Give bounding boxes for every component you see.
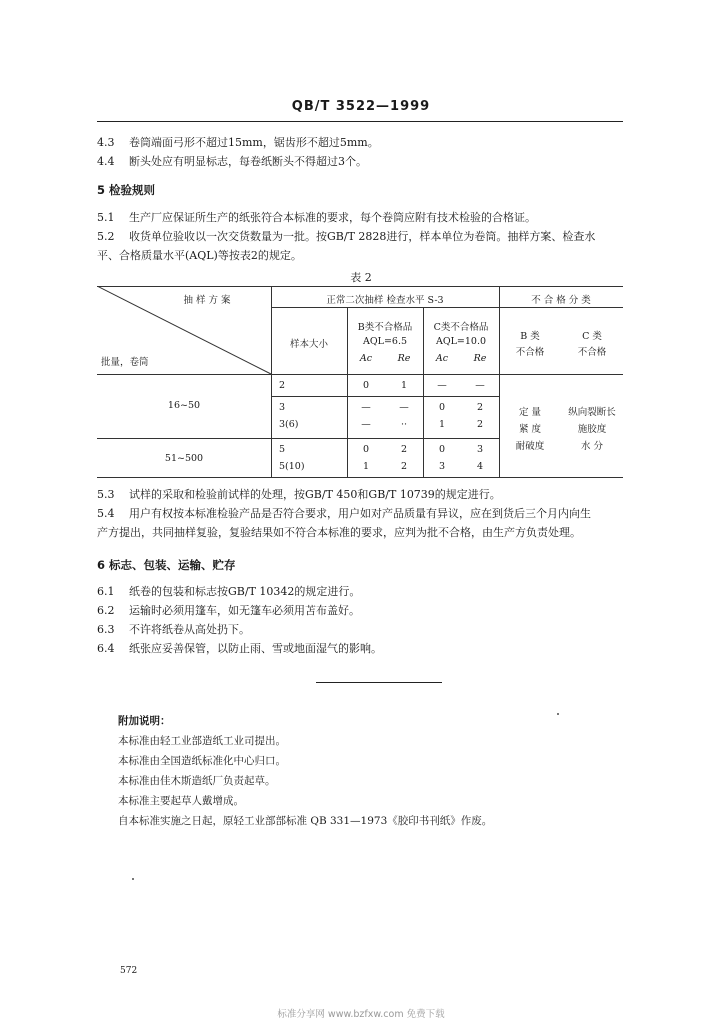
table-cell: ·· bbox=[400, 419, 408, 430]
clause-6-3 bbox=[97, 623, 250, 637]
header-rule bbox=[97, 121, 623, 122]
table-cell: 1 bbox=[400, 380, 408, 391]
sampling-scheme-header: 正常二次抽样 检查水平 S-3 bbox=[326, 295, 444, 306]
table-cell: — bbox=[437, 380, 447, 391]
clause-number: 5.1 bbox=[97, 211, 115, 224]
table-cell: — bbox=[361, 419, 371, 430]
table-rule bbox=[271, 396, 499, 397]
b-item: 紧 度 bbox=[518, 424, 542, 435]
clause-text: 用户有权按本标准检验产品是否符合要求，用户如对产品质量有异议，应在到货后三个月内向生 bbox=[129, 507, 591, 520]
lot-size-2: 51~500 bbox=[164, 453, 204, 464]
table-rule bbox=[97, 438, 499, 439]
clause-text: 纸张应妥善保管，以防止雨、雪或地面湿气的影响。 bbox=[129, 642, 382, 655]
table-cell: 2 bbox=[476, 419, 484, 430]
sampling-table bbox=[97, 286, 623, 478]
clause-5-2-cont: 平、合格质量水平(AQL)等按表2的规定。 bbox=[97, 249, 302, 262]
clause-number: 4.3 bbox=[97, 136, 115, 149]
clause-text: 试样的采取和检验前试样的处理，按GB/T 450和GB/T 10739的规定进行。 bbox=[129, 488, 501, 501]
clause-6-1 bbox=[97, 585, 360, 599]
table-cell: 1 bbox=[362, 461, 370, 472]
table-cell: — bbox=[361, 402, 371, 413]
note-line: 自本标准实施之日起，原轻工业部部标准 QB 331—1973《胶印书刊纸》作废。 bbox=[118, 815, 493, 827]
c-class-header: C类不合格品 bbox=[433, 322, 489, 333]
c-item: 水 分 bbox=[580, 441, 604, 452]
scan-speck bbox=[132, 878, 134, 880]
nonconformity-header: 不 合 格 分 类 bbox=[531, 295, 591, 306]
clause-number: 6.3 bbox=[97, 623, 115, 636]
clause-number: 5.2 bbox=[97, 230, 115, 243]
clause-text: 运输时必须用篷车，如无篷车必须用苫布盖好。 bbox=[129, 604, 360, 617]
clause-number: 5.4 bbox=[97, 507, 115, 520]
clause-5-3 bbox=[97, 488, 501, 502]
clause-text: 收货单位验收以一次交货数量为一批。按GB/T 2828进行，样本单位为卷筒。抽样方案、检查水 bbox=[129, 230, 596, 243]
b-re-header: Re bbox=[397, 353, 411, 364]
page-number: 572 bbox=[120, 966, 138, 976]
note-line: 本标准由全国造纸标准化中心归口。 bbox=[118, 755, 286, 767]
table-cell: 3 bbox=[438, 461, 446, 472]
table-cell: 2 bbox=[400, 444, 408, 455]
table-cell: 0 bbox=[362, 444, 370, 455]
table-cell: 2 bbox=[476, 402, 484, 413]
clause-number: 6.2 bbox=[97, 604, 115, 617]
clause-text: 不许将纸卷从高处扔下。 bbox=[129, 623, 250, 636]
end-rule bbox=[316, 682, 442, 683]
clause-number: 5.3 bbox=[97, 488, 115, 501]
table-cell: — bbox=[399, 402, 409, 413]
clause-5-1 bbox=[97, 211, 536, 225]
table-rule bbox=[271, 307, 623, 308]
c-nonconf-header-2: 不合格 bbox=[577, 347, 607, 358]
table-cell: 4 bbox=[476, 461, 484, 472]
c-ac-header: Ac bbox=[435, 353, 449, 364]
table-cell: 0 bbox=[362, 380, 370, 391]
table-cell: 3(6) bbox=[279, 419, 299, 430]
c-item: 施胶度 bbox=[577, 424, 607, 435]
table-bottom-border bbox=[97, 477, 623, 478]
b-aql: AQL=6.5 bbox=[362, 336, 408, 347]
document-header: QB/T 3522—1999 bbox=[291, 99, 431, 114]
clause-6-2 bbox=[97, 604, 360, 618]
notes-heading: 附加说明： bbox=[118, 715, 171, 727]
b-ac-header: Ac bbox=[359, 353, 373, 364]
clause-text: 卷筒端面弓形不超过15mm，锯齿形不超过5mm。 bbox=[129, 136, 379, 149]
clause-5-4-cont: 产方提出，共同抽样复验，复验结果如不符合本标准的要求，应判为批不合格，由生产方负责处理。 bbox=[97, 526, 581, 539]
scan-speck bbox=[557, 713, 559, 715]
clause-5-2 bbox=[97, 230, 595, 244]
clause-4-4 bbox=[97, 155, 367, 169]
b-nonconf-header-2: 不合格 bbox=[515, 347, 545, 358]
corner-bottom-label: 批量，卷筒 bbox=[101, 357, 149, 368]
clause-number: 4.4 bbox=[97, 155, 115, 168]
clause-text: 断头处应有明显标志，每卷纸断头不得超过3个。 bbox=[129, 155, 367, 168]
table-cell: 0 bbox=[438, 402, 446, 413]
corner-top-label: 抽 样 方 案 bbox=[183, 295, 231, 306]
table-cell: 5 bbox=[279, 444, 286, 455]
c-nonconf-header: C 类 bbox=[582, 331, 602, 342]
section-5-title: 5 检验规则 bbox=[97, 183, 156, 197]
b-item: 定 量 bbox=[518, 407, 542, 418]
clause-4-3 bbox=[97, 136, 379, 150]
table-caption: 表 2 bbox=[350, 271, 372, 284]
clause-number: 6.1 bbox=[97, 585, 115, 598]
note-line: 本标准主要起草人戴增成。 bbox=[118, 795, 244, 807]
site-watermark: 标准分享网 www.bzfxw.com 免费下载 bbox=[277, 1009, 445, 1020]
section-6-title: 6 标志、包装、运输、贮存 bbox=[97, 558, 236, 572]
clause-number: 6.4 bbox=[97, 642, 115, 655]
note-line: 本标准由佳木斯造纸厂负责起草。 bbox=[118, 775, 276, 787]
table-cell: 3 bbox=[279, 402, 286, 413]
clause-text: 纸卷的包装和标志按GB/T 10342的规定进行。 bbox=[129, 585, 361, 598]
table-cell: — bbox=[475, 380, 485, 391]
c-aql: AQL=10.0 bbox=[435, 336, 487, 347]
b-item: 耐破度 bbox=[515, 441, 545, 452]
table-cell: 1 bbox=[438, 419, 446, 430]
c-re-header: Re bbox=[473, 353, 487, 364]
c-item: 纵向裂断长 bbox=[568, 407, 616, 418]
table-cell: 2 bbox=[400, 461, 408, 472]
b-nonconf-header: B 类 bbox=[520, 331, 540, 342]
table-cell: 5(10) bbox=[279, 461, 305, 472]
b-class-header: B类不合格品 bbox=[357, 322, 413, 333]
lot-size-1: 16~50 bbox=[167, 400, 201, 411]
table-cell: 0 bbox=[438, 444, 446, 455]
clause-text: 生产厂应保证所生产的纸张符合本标准的要求，每个卷筒应附有技术检验的合格证。 bbox=[129, 211, 536, 224]
table-cell: 3 bbox=[476, 444, 484, 455]
note-line: 本标准由轻工业部造纸工业司提出。 bbox=[118, 735, 286, 747]
clause-5-4 bbox=[97, 507, 591, 521]
sample-size-header: 样本大小 bbox=[289, 339, 328, 350]
table-cell: 2 bbox=[279, 380, 286, 391]
clause-6-4 bbox=[97, 642, 382, 656]
